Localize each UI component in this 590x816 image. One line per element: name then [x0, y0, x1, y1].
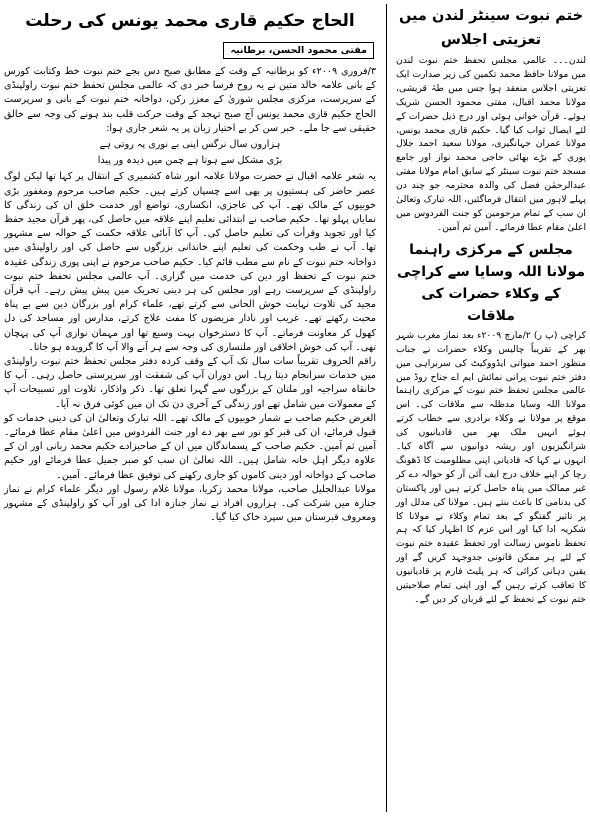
left-column: [0, 0, 380, 526]
obituary-paragraph-2: یہ شعر علامہ اقبال نے حضرت مولانا علامہ انور شاہ کشمیری کے انتقال پر کہا تھا لیکن لوگ عصر حاضر کی ہستیوں پر بھی اسے چسپاں کرتے ہیں۔ حکیم صاحب مرحوم ومغفور بڑی خوبیوں کے مالک تھے۔ آپ کی عاجزی، انکساری، تواضع اور خدمت خلق ان کی زندگی کا نمایاں پہلو تھا۔ حکیم صاحب نے ابتدائی تعلیم اپنے علاقہ میں حاصل کی، پھر قرآن مجید حفظ کیا اور تجوید وقرأت کی تعلیم حاصل کی۔ آپ کا آبائی علاقہ حکمت کے حوالہ سے مشہور تھا۔ آپ نے طب وحکمت کی تعلیم اپنے خاندانی بزرگوں سے حاصل کی اور راولپنڈی میں دواخانہ ختم نبوت کے نام سے مطب قائم کیا۔ حکیم صاحب مرحوم نے اپنی پوری زندگی عقیدہ ختم نبوت کے تحفظ اور دین کی خدمت میں گزاری۔ آپ عالمی مجلس تحفظ ختم نبوت راولپنڈی کے سرپرست رہے اور مجلس کی ہر دینی تحریک میں پیش پیش رہے۔ آپ قرآن مجید کی تلاوت نہایت خوش الحانی سے کرتے تھے، علماء کرام اور بزرگان دین سے بے پناہ محبت رکھتے تھے۔ غریب اور نادار مریضوں کا مفت علاج کرتے، مدارس اور مساجد کی دل کھول کر معاونت فرماتے۔ آپ کا دسترخوان بہت وسیع تھا اور مہمان نوازی آپ کی پہچان تھی۔ آپ کی خوش اخلاقی اور ملنساری کی وجہ سے ہر آنے والا آپ کا گرویدہ ہو جاتا۔: [4, 171, 376, 353]
karachi-lawyers-body: کراچی (پ ر) ۲/مارچ ۲۰۰۹ء بعد نماز مغرب شہر بھر کے تقریباً چالیس وکلاء حضرات نے جناب منظور احمد میواتی ایڈووکیٹ کی سربراہی میں دفتر ختم نبوت پرانی نمائش ایم اے جناح روڈ میں عالمی مجلس تحفظ ختم نبوت کے مرکزی راہنما مولانا اللہ وسایا مدظلہ سے ملاقات کی۔ اس موقع پر مولانا نے وکلاء برادری سے خطاب کرتے ہوئے انہیں ملک بھر میں قادیانیوں کی شرانگیزیوں اور ریشہ دوانیوں سے آگاہ کیا۔ انہوں نے کہا کہ قادیانی اپنی مظلومیت کا ڈھونگ رچا کر اپنے خلاف درج ایف آئی آر کو حوالہ دے کر غیر ممالک میں پناہ حاصل کرتے ہیں اور پاکستان کی بدنامی کا باعث بنتے ہیں۔ مولانا کی مدلل اور پر تاثیر گفتگو کے بعد تمام وکلاء نے مولانا کا شکریہ ادا کیا اور اس عزم کا اظہار کیا کہ ہم تحفظ ناموس رسالت اور تحفظ عقیدہ ختم نبوت کے لئے ہر ممکن قانونی جدوجہد کریں گے اور یقین دہانی کرائی کہ ہر پلیٹ فارم پر قادیانیوں کا تعاقب کرتے رہیں گے اور اپنی تمام صلاحیتیں ختم نبوت کے تحفظ کے لئے قربان کر دیں گے۔: [396, 329, 586, 605]
obituary-headline: الحاج حکیم قاری محمد یونس کی رحلت: [25, 11, 355, 31]
obituary-paragraph-5: مولانا عبدالجلیل صاحب، مولانا محمد زکریا، مولانا غلام رسول اور دیگر علماء کرام نے نماز جنازہ میں شرکت کی۔ ہزاروں افراد نے نماز جنازہ ادا کی اور آپ کو راولپنڈی کے مشہور ومعروف قبرستان میں سپرد خاک کیا گیا۔: [4, 483, 376, 524]
byline-row: [0, 38, 380, 65]
column-divider: [386, 4, 387, 812]
obituary-paragraph-3: راقم الحروف تقریباً سات سال تک آپ کے وقف کردہ دفتر مجلس تحفظ ختم نبوت راولپنڈی میں خدمات سرانجام دیتا رہا۔ اس دوران آپ کی شفقت اور سرپرستی حاصل رہی۔ آپ کا خانقاہ سراجیہ اور ملتان کے بزرگوں سے گہرا تعلق تھا۔ ذکر واذکار، تلاوت اور تسبیحات آپ کے معمولات میں شامل تھے اور زندگی کے آخری دن تک ان میں کوئی فرق نہ آیا۔: [4, 356, 376, 410]
author-byline: مفتی محمود الحسن، برطانیہ: [223, 42, 374, 59]
london-meeting-body: لندن۔۔۔ عالمی مجلس تحفظ ختم نبوت لندن میں مولانا حافظ محمد تکمین کی زیر صدارت ایک تعزیتی اجلاس منعقد ہوا جس میں طہٰ قریشی، مولانا محمد اقبال، مفتی محمود الحسن شریک ہوئے۔ قرآن خوانی ہوئی اور درج ذیل حضرات کے لئے ایصال ثواب کیا گیا۔ حکیم قاری محمد یونس، مولانا عمران جہانگیری، مولانا سعید احمد جلال پوری کے بڑے بھائی حاجی محمد نواز اور جامع مسجد ختم نبوت سینٹر کے سابق امام مولانا مفتی عبدالرحمٰن فضل کی والدہ محترمہ جو چند دن پہلے لاہور میں انتقال فرماگئیں، اللہ تبارک وتعالیٰ ان سب کے تمام مرحومین کو جنت الفردوس میں اعلیٰ مقام عطا فرمائے۔ آمین ثم آمین۔: [396, 55, 586, 233]
obituary-paragraph-4: الغرض حکیم صاحب بے شمار خوبیوں کے مالک تھے۔ اللہ تبارک وتعالیٰ ان کی دینی خدمات کو قبول فرمائے، ان کی قبر کو نور سے بھر دے اور جنت الفردوس میں اعلیٰ مقام عطا فرمائے۔ آمین ثم آمین۔ حکیم صاحب کے پسماندگان میں ان کے صاحبزادے حکیم محمد ربانی اور ان کے علاوہ دیگر اہل خانہ شامل ہیں۔ اللہ تعالیٰ ان سب کو صبر جمیل عطا فرمائے اور حکیم صاحب کے دواخانہ اور دینی کاموں کو جاری رکھنے کی توفیق عطا فرمائے۔ آمین۔: [4, 412, 376, 481]
karachi-lawyers-headline: مجلس کے مرکزی راہنما مولانا اللہ وسایا سے کراچی کے وکلاء حضرات کی ملاقات: [397, 241, 585, 324]
verse-line-2: بڑی مشکل سے ہوتا ہے چمن میں دیدہ ور پیدا: [97, 155, 283, 167]
right-column: [392, 0, 590, 607]
obituary-paragraph-1: ۳/فروری ۲۰۰۹ء کو برطانیہ کے وقت کے مطابق صبح دس بجے ختم نبوت خط وکتابت کورس کے بانی علامہ خالد متین نے یہ روح فرسا خبر دی کہ عالمی مجلس تحفظ ختم نبوت راولپنڈی کے سرپرست، مرکزی مجلس شوریٰ کے معزز رکن، دواخانہ ختم نبوت کے بانی و سرپرست الحاج حکیم قاری محمد یونس آج صبح تہجد کے وقت حرکت قلب بند ہونے کی وجہ سے خالق حقیقی سے جا ملے۔ خبر سن کر بے اختیار زبان پر یہ شعر جاری ہوا:: [4, 66, 376, 134]
poetry-couplet: [0, 138, 380, 168]
verse-line-1: ہزاروں سال نرگس اپنی بے نوری پہ روتی ہے: [99, 139, 281, 151]
london-meeting-headline: ختم نبوت سینٹر لندن میں تعزیتی اجلاس: [398, 8, 584, 48]
